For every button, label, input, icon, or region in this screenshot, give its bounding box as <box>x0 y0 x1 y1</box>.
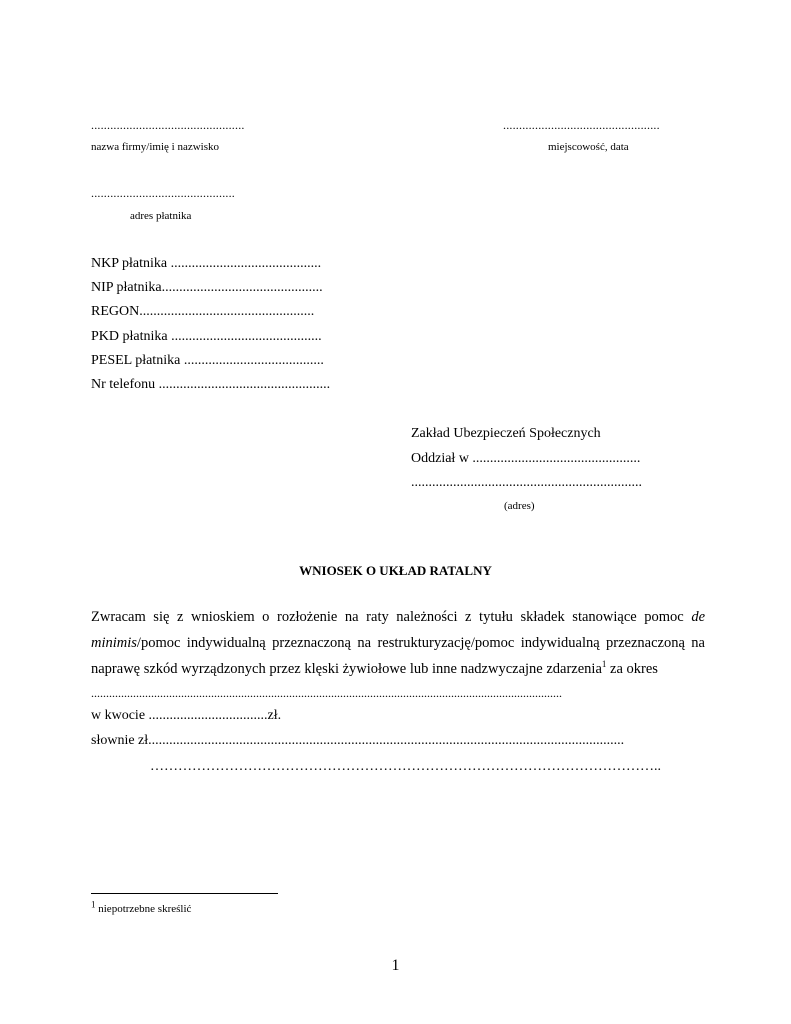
amount-in-words-continuation[interactable]: ……………………………………………………………………………………………….. <box>150 759 661 774</box>
footnote-number: 1 <box>91 899 96 910</box>
phone-field[interactable] <box>91 377 330 393</box>
payer-address-dots[interactable]: ............................................. <box>91 186 235 200</box>
period-dots[interactable]: ............................................................................................................................................................. <box>91 686 562 700</box>
request-paragraph <box>91 604 705 682</box>
company-name-dots[interactable]: ................................................ <box>91 118 245 132</box>
request-text-3: za okres <box>606 661 658 677</box>
pesel-label: PESEL płatnika <box>91 353 181 368</box>
payer-address-label: adres płatnika <box>130 210 192 222</box>
amount-line[interactable]: w kwocie ..................................zł. <box>91 708 282 723</box>
request-text-1: Zwracam się z wnioskiem o rozłożenie na raty należności z tytułu składek stanowiące pomoc <box>91 609 692 625</box>
footnote-text: niepotrzebne skreślić <box>95 903 192 915</box>
footnote-separator <box>91 893 278 894</box>
nip-label: NIP płatnika <box>91 280 162 295</box>
pkd-dots[interactable]: ........................................... <box>167 329 322 344</box>
nip-field[interactable] <box>91 280 323 296</box>
regon-dots[interactable]: .................................................. <box>139 304 315 319</box>
recipient-institution: Zakład Ubezpieczeń Społecznych <box>411 426 601 441</box>
phone-label: Nr telefonu <box>91 377 156 392</box>
phone-dots[interactable]: ................................................. <box>155 377 331 392</box>
pesel-field[interactable] <box>91 353 324 369</box>
recipient-branch[interactable]: Oddział w ................................................ <box>411 451 641 466</box>
amount-in-words-line[interactable]: słownie zł........................................................................................................................................ <box>91 733 625 748</box>
pkd-field[interactable] <box>91 329 322 345</box>
company-name-label: nazwa firmy/imię i nazwisko <box>91 141 219 153</box>
place-date-label: miejscowość, data <box>548 141 629 153</box>
pkd-label: PKD płatnika <box>91 329 168 344</box>
regon-field[interactable] <box>91 304 314 320</box>
nkp-field[interactable] <box>91 256 321 272</box>
regon-label: REGON <box>91 304 140 319</box>
pesel-dots[interactable]: ........................................ <box>180 353 324 368</box>
document-title: WNIOSEK O UKŁAD RATALNY <box>299 563 492 578</box>
nip-dots[interactable]: .............................................. <box>161 280 323 295</box>
place-date-dots[interactable]: ................................................. <box>503 118 660 132</box>
page-number: 1 <box>391 957 400 974</box>
footnote <box>91 899 192 915</box>
recipient-address-dots[interactable]: .................................................................. <box>411 475 642 490</box>
request-text-2: /pomoc indywidualną przeznaczoną na restrukturyzację/pomoc indywidualną przeznaczoną na naprawę szkód wyrządzonych przez klęski żywiołowe lub inne nadzwyczajne zdarzenia <box>91 635 705 677</box>
nkp-label: NKP płatnika <box>91 256 168 271</box>
recipient-address-label: (adres) <box>504 500 535 512</box>
nkp-dots[interactable]: ........................................... <box>167 256 322 271</box>
footnote-ref: 1 <box>601 659 607 670</box>
request-italic: de minimis <box>91 609 705 651</box>
